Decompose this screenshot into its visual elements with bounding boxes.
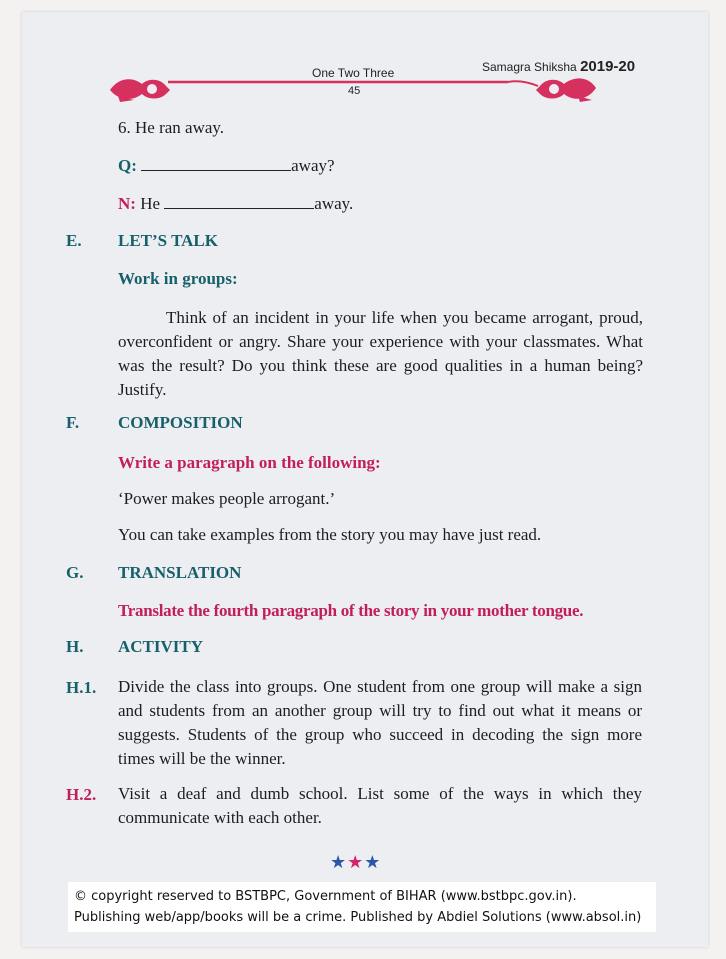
section-g-title: TRANSLATION [118, 563, 242, 582]
star-icon: ★ [347, 852, 365, 872]
n-label: N: [118, 194, 136, 213]
section-e-instruction: Work in groups: [118, 269, 238, 288]
copyright-line-2: Publishing web/app/books will be a crime. Published by Abdiel Solutions (www.absol.in) [74, 910, 642, 925]
section-f-quote: ‘Power makes people arrogant.’ [118, 489, 336, 508]
q-suffix: away? [291, 156, 335, 175]
page-number: 45 [348, 85, 361, 97]
brand-name: Samagra Shiksha [482, 60, 577, 74]
q-blank [141, 156, 291, 171]
star-icon: ★ [364, 852, 382, 872]
h2-text: Visit a deaf and dumb school. List some of the ways in which they communicate with each other. [118, 784, 642, 827]
brand-label [482, 58, 635, 75]
h1-label: H.1. [66, 678, 97, 697]
h2-body [118, 782, 642, 830]
copyright-footer [68, 882, 656, 932]
star-icon: ★ [330, 852, 348, 872]
copyright-line-1: © copyright reserved to BSTBPC, Government of BIHAR (www.bstbpc.gov.in). [74, 889, 577, 904]
n-prefix: He [140, 194, 161, 213]
section-e-body-text: Think of an incident in your life when you became arrogant, proud, overconfident or angry. Share your experience with your classmates. What was the result? Do you think these are good qualities in a human being? Justify. [118, 308, 643, 399]
n-suffix: away. [314, 194, 354, 213]
n-blank [164, 194, 314, 209]
question-line [118, 155, 335, 177]
section-f-title: COMPOSITION [118, 413, 243, 432]
section-f-instruction: Write a paragraph on the following: [118, 453, 381, 472]
section-e-letter: E. [66, 231, 82, 250]
section-g-instruction: Translate the fourth paragraph of the story in your mother tongue. [118, 601, 584, 620]
end-stars [330, 852, 381, 873]
exercise-item-6: 6. He ran away. [118, 118, 225, 137]
q-label: Q: [118, 156, 137, 175]
answer-line [118, 193, 353, 215]
section-e-body [118, 306, 643, 402]
brand-year: 2019-20 [580, 58, 636, 75]
h1-body [118, 675, 642, 771]
section-h-letter: H. [66, 637, 84, 656]
section-f-note: You can take examples from the story you may have just read. [118, 525, 542, 544]
h2-label: H.2. [66, 785, 97, 804]
h1-text: Divide the class into groups. One student from one group will make a sign and students from an another group will try to find out what it means or suggests. Students of the group who succeed in decoding the sign more times will be the winner. [118, 677, 642, 768]
section-e-title: LET’S TALK [118, 231, 218, 250]
section-g-letter: G. [66, 563, 84, 582]
chapter-title: One Two Three [312, 66, 395, 80]
section-h-title: ACTIVITY [118, 637, 204, 656]
section-f-letter: F. [66, 413, 80, 432]
